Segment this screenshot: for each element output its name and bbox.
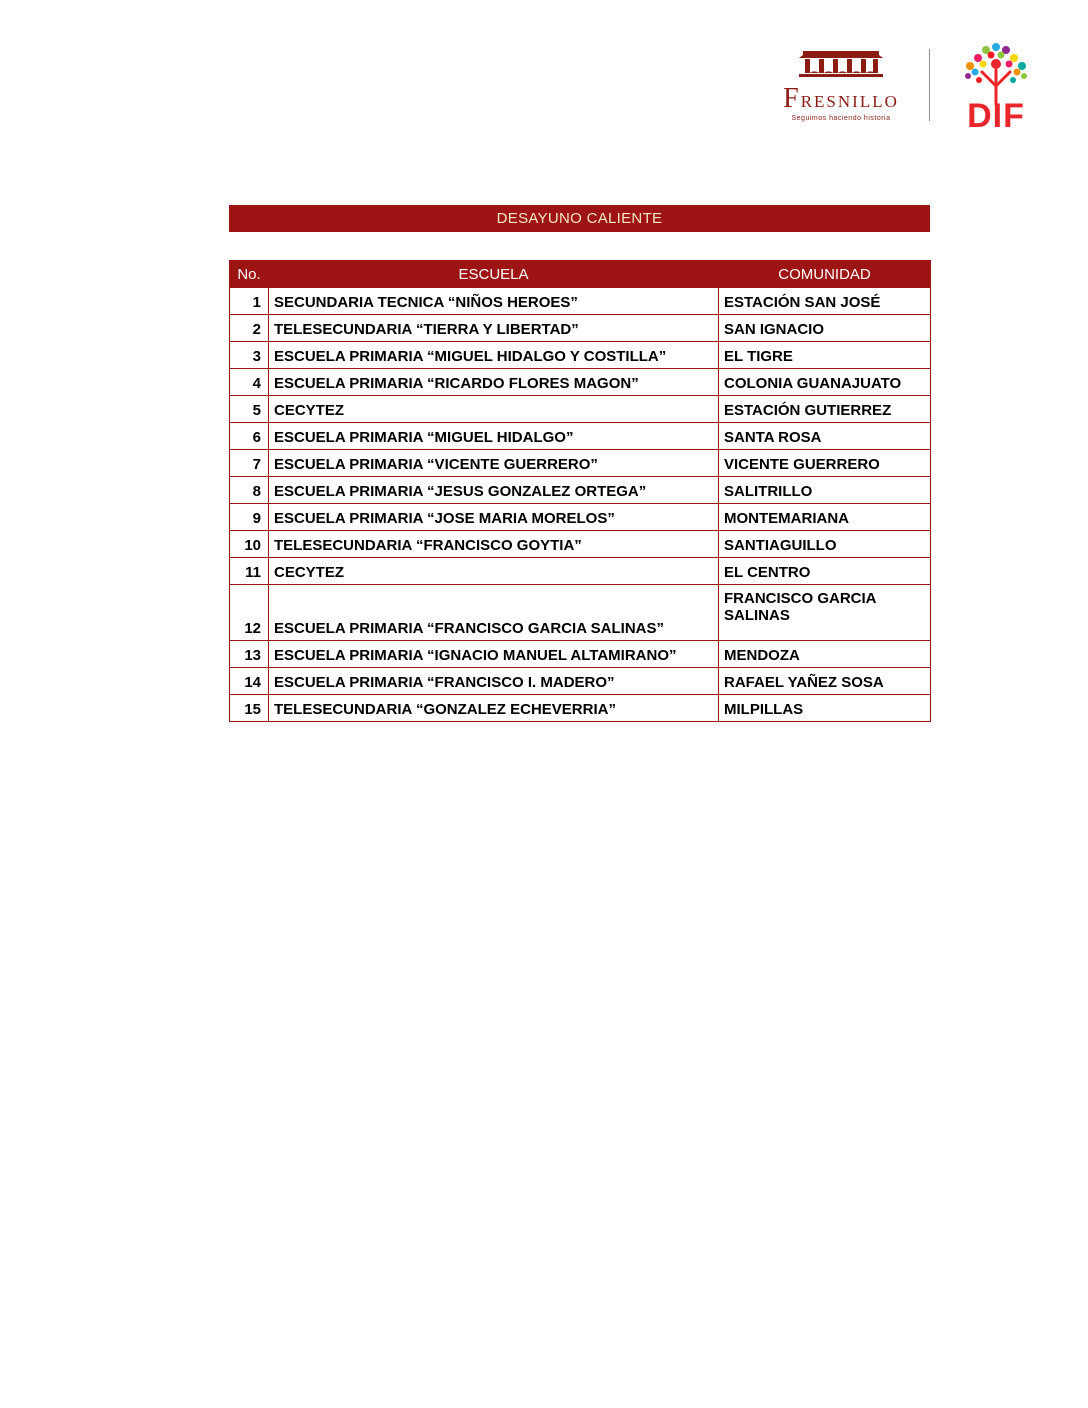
cell-no: 9	[230, 504, 269, 531]
cell-escuela: ESCUELA PRIMARIA “JOSE MARIA MORELOS”	[269, 504, 719, 531]
fresnillo-wordmark: Fresnillo	[783, 82, 899, 114]
cell-comunidad: SANTIAGUILLO	[719, 531, 931, 558]
cell-escuela: ESCUELA PRIMARIA “MIGUEL HIDALGO Y COSTILLA”	[269, 342, 719, 369]
header-no: No.	[230, 261, 269, 288]
cell-comunidad: COLONIA GUANAJUATO	[719, 369, 931, 396]
table-row	[230, 396, 931, 423]
table-row	[230, 450, 931, 477]
banner-title: DESAYUNO CALIENTE	[229, 205, 930, 232]
table-row	[230, 288, 931, 315]
table-row	[230, 342, 931, 369]
table-row	[230, 423, 931, 450]
table-row	[230, 504, 931, 531]
table-row	[230, 585, 931, 641]
cell-no: 14	[230, 668, 269, 695]
cell-comunidad: RAFAEL YAÑEZ SOSA	[719, 668, 931, 695]
cell-escuela: ESCUELA PRIMARIA “FRANCISCO GARCIA SALINAS”	[269, 585, 719, 641]
cell-escuela: CECYTEZ	[269, 396, 719, 423]
cell-escuela: TELESECUNDARIA “TIERRA Y LIBERTAD”	[269, 315, 719, 342]
cell-comunidad: EL TIGRE	[719, 342, 931, 369]
cell-comunidad: MILPILLAS	[719, 695, 931, 722]
cell-comunidad: SAN IGNACIO	[719, 315, 931, 342]
cell-comunidad: SANTA ROSA	[719, 423, 931, 450]
fresnillo-building-icon	[793, 49, 889, 83]
table-header-row	[230, 261, 931, 288]
table-row	[230, 641, 931, 668]
cell-comunidad: ESTACIÓN GUTIERREZ	[719, 396, 931, 423]
cell-no: 15	[230, 695, 269, 722]
cell-no: 8	[230, 477, 269, 504]
cell-comunidad: VICENTE GUERRERO	[719, 450, 931, 477]
logo-divider	[929, 49, 930, 121]
header-logos	[771, 40, 1044, 135]
cell-escuela: ESCUELA PRIMARIA “IGNACIO MANUEL ALTAMIRANO”	[269, 641, 719, 668]
cell-escuela: ESCUELA PRIMARIA “RICARDO FLORES MAGON”	[269, 369, 719, 396]
cell-no: 7	[230, 450, 269, 477]
cell-comunidad: MONTEMARIANA	[719, 504, 931, 531]
table-body	[230, 288, 931, 722]
cell-escuela: ESCUELA PRIMARIA “MIGUEL HIDALGO”	[269, 423, 719, 450]
cell-comunidad: MENDOZA	[719, 641, 931, 668]
cell-no: 13	[230, 641, 269, 668]
header-comunidad: COMUNIDAD	[719, 261, 931, 288]
cell-no: 3	[230, 342, 269, 369]
cell-escuela: ESCUELA PRIMARIA “JESUS GONZALEZ ORTEGA”	[269, 477, 719, 504]
cell-no: 2	[230, 315, 269, 342]
cell-comunidad: SALITRILLO	[719, 477, 931, 504]
cell-comunidad: FRANCISCO GARCIA SALINAS	[719, 585, 931, 641]
dif-logo	[948, 40, 1044, 135]
table-row	[230, 531, 931, 558]
table-row	[230, 668, 931, 695]
table-row	[230, 695, 931, 722]
schools-table	[229, 260, 931, 722]
fresnillo-logo	[771, 49, 911, 122]
dif-wordmark: DIF	[967, 97, 1025, 135]
cell-no: 10	[230, 531, 269, 558]
table-row	[230, 369, 931, 396]
cell-comunidad: EL CENTRO	[719, 558, 931, 585]
cell-no: 12	[230, 585, 269, 641]
header-escuela: ESCUELA	[269, 261, 719, 288]
cell-no: 5	[230, 396, 269, 423]
cell-no: 1	[230, 288, 269, 315]
cell-no: 11	[230, 558, 269, 585]
cell-no: 4	[230, 369, 269, 396]
table-row	[230, 477, 931, 504]
cell-escuela: TELESECUNDARIA “FRANCISCO GOYTIA”	[269, 531, 719, 558]
cell-escuela: ESCUELA PRIMARIA “FRANCISCO I. MADERO”	[269, 668, 719, 695]
table-row	[230, 315, 931, 342]
cell-escuela: CECYTEZ	[269, 558, 719, 585]
cell-escuela: TELESECUNDARIA “GONZALEZ ECHEVERRIA”	[269, 695, 719, 722]
cell-comunidad: ESTACIÓN SAN JOSÉ	[719, 288, 931, 315]
table-row	[230, 558, 931, 585]
fresnillo-tagline: Seguimos haciendo historia	[791, 114, 891, 122]
cell-no: 6	[230, 423, 269, 450]
cell-escuela: SECUNDARIA TECNICA “NIÑOS HEROES”	[269, 288, 719, 315]
cell-escuela: ESCUELA PRIMARIA “VICENTE GUERRERO”	[269, 450, 719, 477]
